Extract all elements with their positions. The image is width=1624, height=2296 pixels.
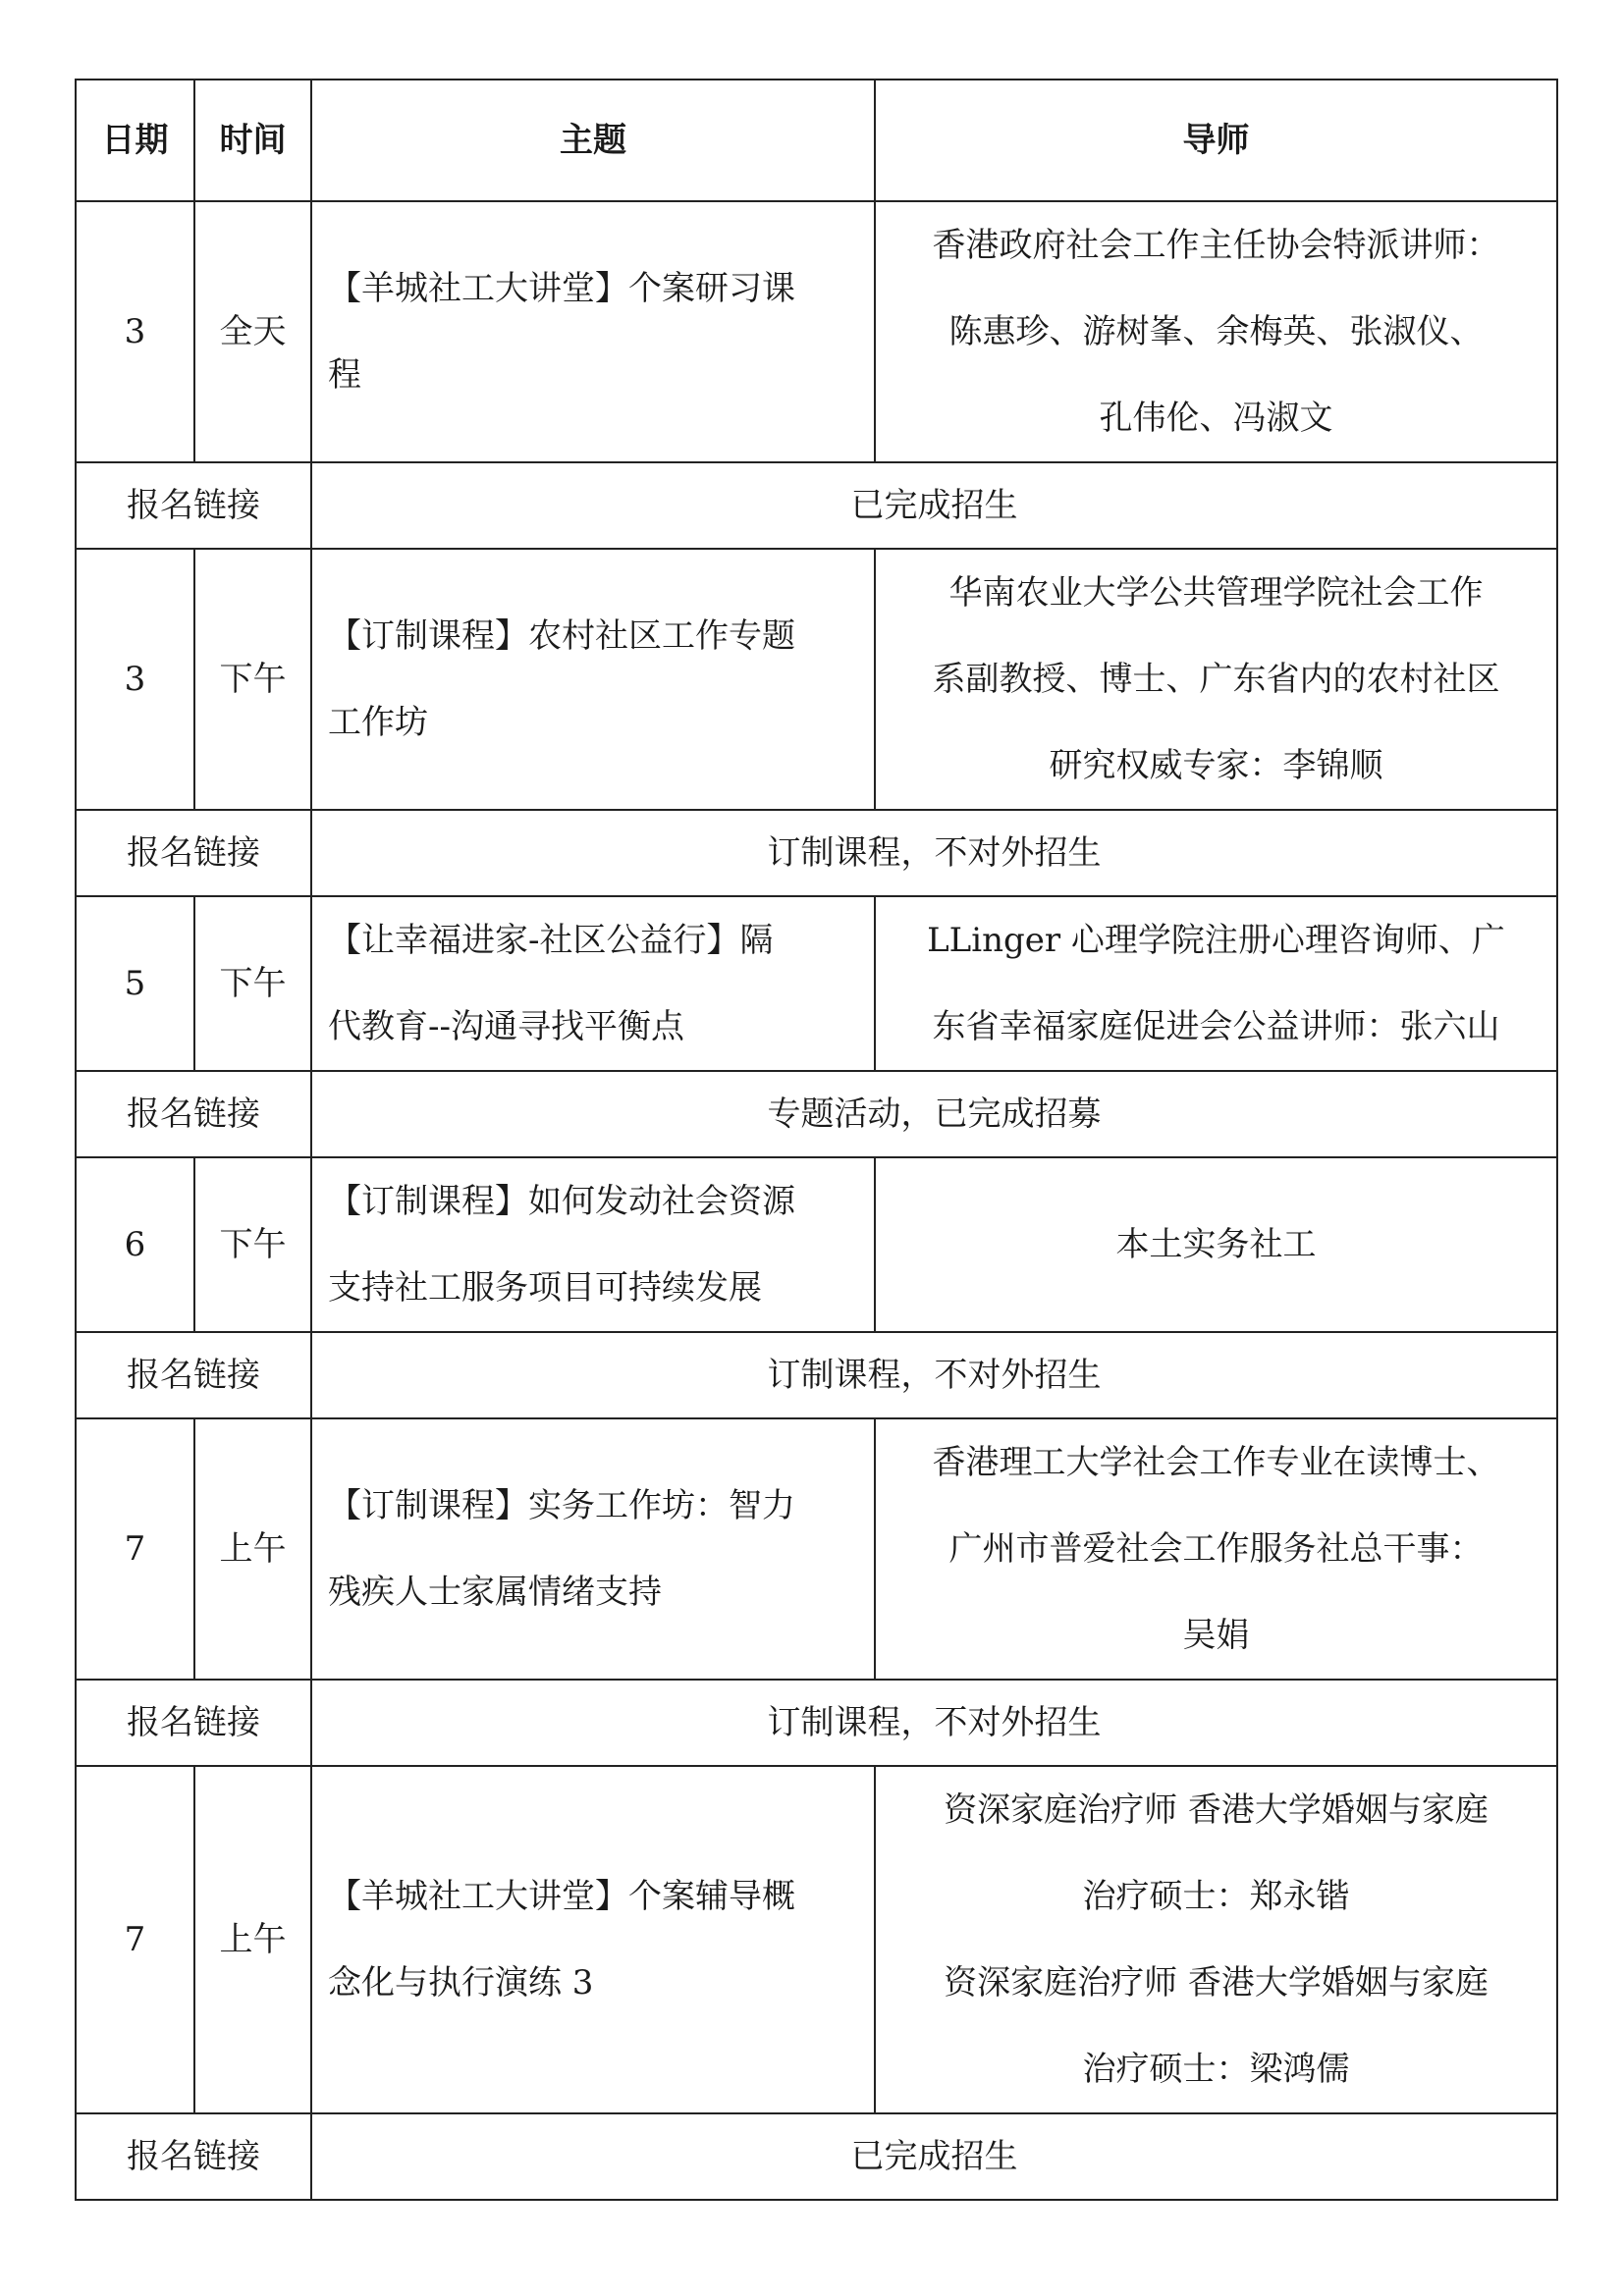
topic-line: 工作坊 <box>328 703 428 742</box>
signup-status: 已完成招生 <box>311 2113 1557 2200</box>
mentor-line: 陈惠珍、游树峯、余梅英、张淑仪、 <box>948 312 1484 351</box>
topic-line: 念化与执行演练 3 <box>328 1963 594 2002</box>
date-cell: 7 <box>76 1766 194 2113</box>
topic-line: 程 <box>328 355 361 395</box>
topic-line: 支持社工服务项目可持续发展 <box>328 1268 762 1308</box>
date-cell: 7 <box>76 1418 194 1680</box>
table-row <box>76 896 1557 1071</box>
time-cell: 上午 <box>194 1418 311 1680</box>
mentor-cell <box>875 1418 1557 1680</box>
topic-cell <box>311 1766 875 2113</box>
mentor-line: 资深家庭治疗师 香港大学婚姻与家庭 <box>944 1790 1489 1830</box>
table-row <box>76 1766 1557 2113</box>
mentor-line: 孔伟伦、冯淑文 <box>1099 399 1333 438</box>
signup-label: 报名链接 <box>76 1332 311 1418</box>
topic-cell <box>311 1157 875 1332</box>
mentor-line: 华南农业大学公共管理学院社会工作 <box>948 573 1484 613</box>
topic-line: 【订制课程】实务工作坊：智力 <box>328 1486 795 1525</box>
header-time: 时间 <box>194 80 311 201</box>
topic-line: 【让幸福进家-社区公益行】隔 <box>328 921 774 960</box>
time-cell: 上午 <box>194 1766 311 2113</box>
signup-status: 订制课程，不对外招生 <box>311 1332 1557 1418</box>
date-cell: 5 <box>76 896 194 1071</box>
date-cell: 3 <box>76 201 194 462</box>
signup-row <box>76 462 1557 549</box>
topic-line: 【订制课程】如何发动社会资源 <box>328 1182 795 1221</box>
table-row <box>76 1157 1557 1332</box>
signup-label: 报名链接 <box>76 462 311 549</box>
time-cell: 下午 <box>194 1157 311 1332</box>
signup-status: 专题活动，已完成招募 <box>311 1071 1557 1157</box>
schedule-table <box>75 79 1558 2201</box>
topic-line: 【羊城社工大讲堂】个案辅导概 <box>328 1877 795 1916</box>
mentor-line: 治疗硕士：郑永锴 <box>1082 1877 1350 1916</box>
mentor-line: 系副教授、博士、广东省内的农村社区 <box>932 660 1500 699</box>
topic-cell <box>311 201 875 462</box>
signup-row <box>76 1680 1557 1766</box>
topic-line: 【羊城社工大讲堂】个案研习课 <box>328 269 795 308</box>
topic-line: 代教育--沟通寻找平衡点 <box>328 1007 684 1046</box>
signup-row <box>76 1332 1557 1418</box>
date-cell: 6 <box>76 1157 194 1332</box>
signup-status: 订制课程，不对外招生 <box>311 1680 1557 1766</box>
mentor-line: 香港理工大学社会工作专业在读博士、 <box>932 1443 1500 1482</box>
mentor-line: 本土实务社工 <box>1115 1225 1317 1264</box>
mentor-line: 治疗硕士：梁鸿儒 <box>1082 2050 1350 2089</box>
topic-line: 【订制课程】农村社区工作专题 <box>328 616 795 656</box>
topic-cell <box>311 549 875 810</box>
mentor-line: 资深家庭治疗师 香港大学婚姻与家庭 <box>944 1963 1489 2002</box>
table-row <box>76 549 1557 810</box>
mentor-cell <box>875 549 1557 810</box>
topic-cell <box>311 1418 875 1680</box>
header-topic: 主题 <box>311 80 875 201</box>
mentor-line: LLinger 心理学院注册心理咨询师、广 <box>927 921 1505 960</box>
topic-cell <box>311 896 875 1071</box>
mentor-cell <box>875 201 1557 462</box>
mentor-cell <box>875 1157 1557 1332</box>
signup-label: 报名链接 <box>76 810 311 896</box>
time-cell: 全天 <box>194 201 311 462</box>
header-row <box>76 80 1557 201</box>
time-cell: 下午 <box>194 549 311 810</box>
mentor-cell <box>875 896 1557 1071</box>
signup-row <box>76 810 1557 896</box>
signup-status: 已完成招生 <box>311 462 1557 549</box>
header-mentor: 导师 <box>875 80 1557 201</box>
signup-label: 报名链接 <box>76 2113 311 2200</box>
header-date: 日期 <box>76 80 194 201</box>
signup-row <box>76 1071 1557 1157</box>
mentor-line: 香港政府社会工作主任协会特派讲师： <box>932 226 1500 265</box>
date-cell: 3 <box>76 549 194 810</box>
table-row <box>76 201 1557 462</box>
signup-status: 订制课程，不对外招生 <box>311 810 1557 896</box>
mentor-line: 东省幸福家庭促进会公益讲师：张六山 <box>932 1007 1500 1046</box>
mentor-line: 研究权威专家：李锦顺 <box>1049 746 1383 785</box>
table-row <box>76 1418 1557 1680</box>
mentor-cell <box>875 1766 1557 2113</box>
signup-label: 报名链接 <box>76 1071 311 1157</box>
mentor-line: 吴娟 <box>1182 1616 1250 1655</box>
signup-row <box>76 2113 1557 2200</box>
signup-label: 报名链接 <box>76 1680 311 1766</box>
topic-line: 残疾人士家属情绪支持 <box>328 1573 662 1612</box>
mentor-line: 广州市普爱社会工作服务社总干事： <box>948 1529 1484 1569</box>
time-cell: 下午 <box>194 896 311 1071</box>
